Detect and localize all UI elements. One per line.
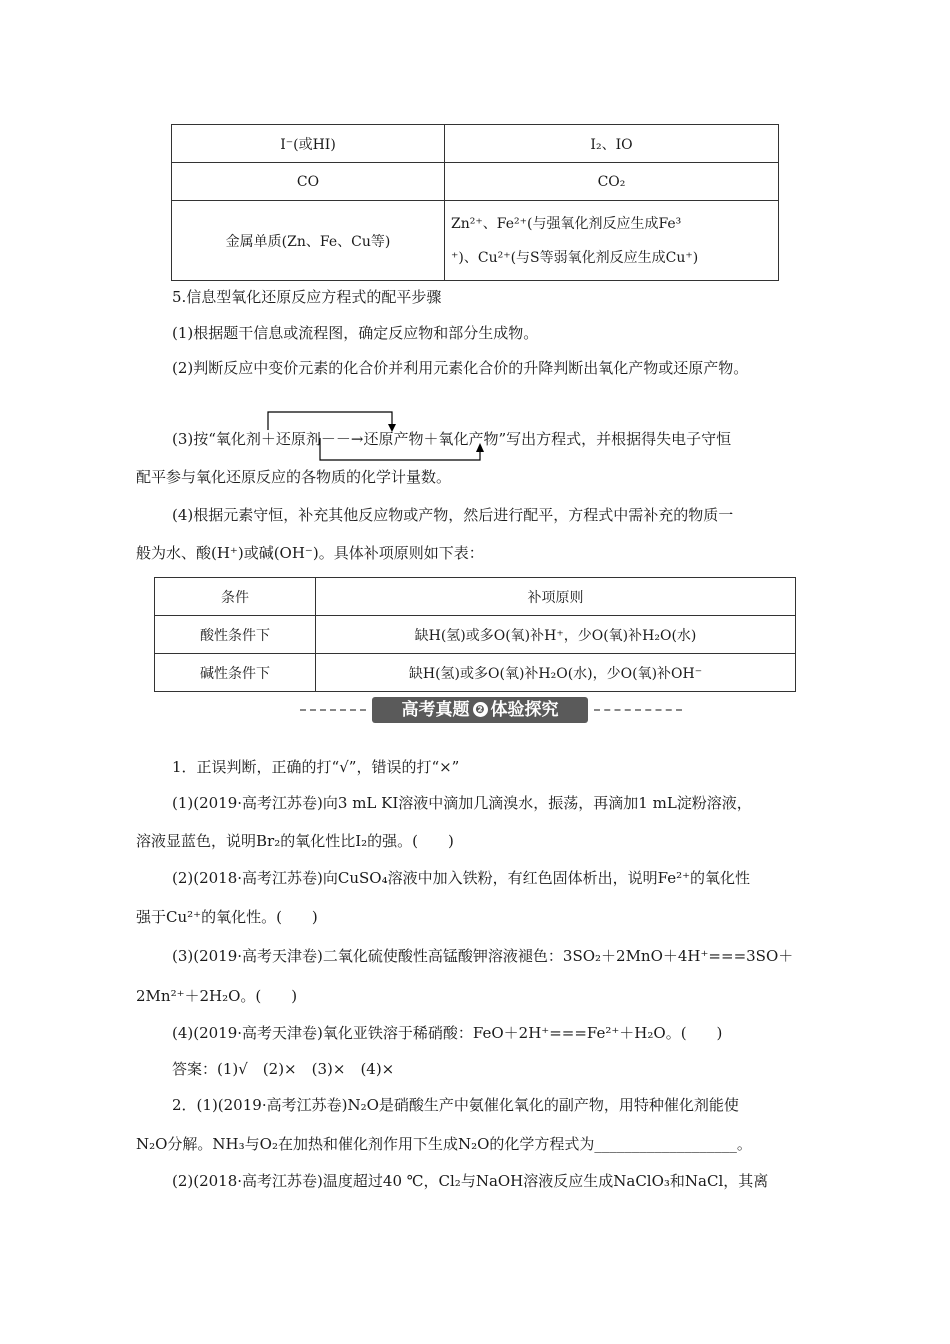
table-cell: 金属单质(Zn、Fe、Cu等) xyxy=(172,201,445,281)
question-1-1-line-1: (1)(2019·高考江苏卷)向3 mL KI溶液中滴加几滴溴水，振荡，再滴加1 mL淀粉溶液， xyxy=(172,794,752,812)
table-cell: CO xyxy=(172,163,445,201)
table-header: 补项原则 xyxy=(316,578,796,616)
question-2-line-2: N₂O分解。NH₃与O₂在加热和催化剂作用下生成N₂O的化学方程式为___________________。 xyxy=(136,1135,752,1153)
banner-right-text: 体验探究 xyxy=(490,700,559,720)
banner-left-text: 高考真题 xyxy=(401,700,470,720)
table-cell: 缺H(氢)或多O(氧)补H₂O(水)，少O(氧)补OH⁻ xyxy=(316,654,796,692)
table-cell: I₂、IO xyxy=(445,125,779,163)
section-banner xyxy=(372,697,588,723)
table-cell: I⁻(或HI) xyxy=(172,125,445,163)
question-1-3-line-1: (3)(2019·高考天津卷)二氧化硫使酸性高锰酸钾溶液褪色：3SO₂＋2MnO＋4H⁺===3SO＋ xyxy=(172,947,794,965)
step-3-line-2: 配平参与氧化还原反应的各物质的化学计量数。 xyxy=(136,468,452,486)
section-title: 5.信息型氧化还原反应方程式的配平步骤 xyxy=(172,288,442,306)
question-2-line-1: 2．(1)(2019·高考江苏卷)N₂O是硝酸生产中氨催化氧化的副产物，用特种催化剂能使 xyxy=(172,1096,739,1114)
step-2: (2)判断反应中变价元素的化合价并利用元素化合价的升降判断出氧化产物或还原产物。 xyxy=(172,359,749,377)
question-2-2-line-1: (2)(2018·高考江苏卷)温度超过40 ℃，Cl₂与NaOH溶液反应生成NaClO₃和NaCl，其离 xyxy=(172,1172,769,1190)
table-cell: CO₂ xyxy=(445,163,779,201)
table-cell: 酸性条件下 xyxy=(155,616,316,654)
banner-divider-left xyxy=(300,709,366,711)
question-1-2-line-2: 强于Cu²⁺的氧化性。( ) xyxy=(136,908,318,926)
table-cell-line: ⁺)、Cu²⁺(与S等弱氧化剂反应生成Cu⁺) xyxy=(451,249,699,266)
oxidant-reductant-table xyxy=(171,124,779,281)
table-cell: 碱性条件下 xyxy=(155,654,316,692)
step-4-line-1: (4)根据元素守恒，补充其他反应物或产物，然后进行配平，方程式中需补充的物质一 xyxy=(172,506,734,524)
banner-divider-right xyxy=(594,709,682,711)
question-1-3-line-2: 2Mn²⁺＋2H₂O。( ) xyxy=(136,987,298,1005)
table-cell-multiline xyxy=(445,201,779,281)
step-3-line-1: (3)按“氧化剂＋还原剂－－→还原产物＋氧化产物”写出方程式，并根据得失电子守恒 xyxy=(172,430,732,448)
answer-line: 答案：(1)√ (2)× (3)× (4)× xyxy=(172,1060,395,1078)
table-cell: 缺H(氢)或多O(氧)补H⁺，少O(氧)补H₂O(水) xyxy=(316,616,796,654)
question-1-2-line-1: (2)(2018·高考江苏卷)向CuSO₄溶液中加入铁粉，有红色固体析出，说明Fe²⁺的氧化性 xyxy=(172,869,751,887)
supplement-rules-table xyxy=(154,577,796,692)
step-4-line-2: 般为水、酸(H⁺)或碱(OH⁻)。具体补项原则如下表： xyxy=(136,544,484,562)
question-1-4: (4)(2019·高考天津卷)氧化亚铁溶于稀硝酸：FeO＋2H⁺===Fe²⁺＋H₂O。( ) xyxy=(172,1024,723,1042)
table-header: 条件 xyxy=(155,578,316,616)
table-cell-line: Zn²⁺、Fe²⁺(与强氧化剂反应生成Fe³ xyxy=(451,215,682,232)
step-1: (1)根据题干信息或流程图，确定反应物和部分生成物。 xyxy=(172,324,539,342)
question-1-1-line-2: 溶液显蓝色，说明Br₂的氧化性比I₂的强。( ) xyxy=(136,832,454,850)
number-badge-icon: ❷ xyxy=(473,702,488,717)
question-1-title: 1．正误判断，正确的打“√”，错误的打“×” xyxy=(172,758,460,776)
